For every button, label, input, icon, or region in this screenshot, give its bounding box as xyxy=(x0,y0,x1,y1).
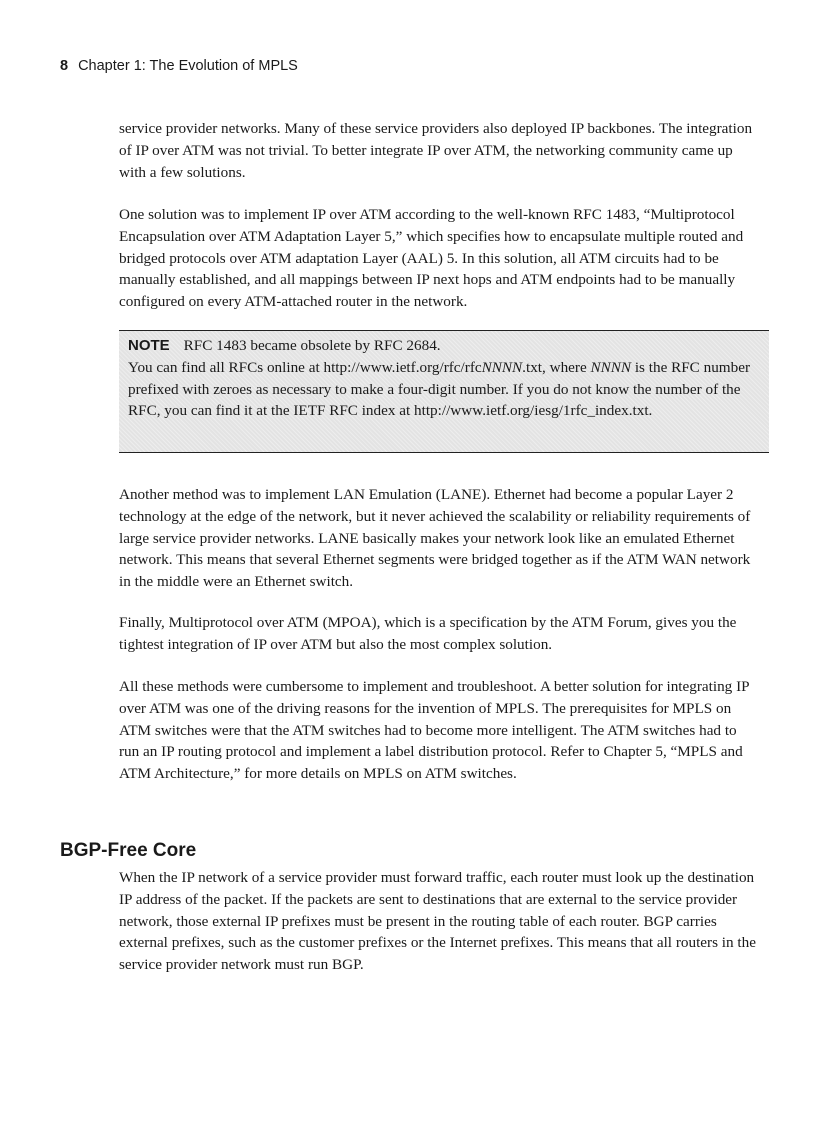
paragraph-intro: service provider networks. Many of these service providers also deployed IP backbones. The integration of IP over ATM was not trivial. To better integrate IP over ATM, the networking community came up with a few solutions. xyxy=(119,120,753,181)
paragraph-cumbersome: All these methods were cumbersome to implement and troubleshoot. A better solution for integrating IP over ATM was one of the driving reasons for the invention of MPLS. The prerequisites for MPLS on ATM switches were that the ATM switches had to become more intelligent. The ATM switches had to run an IP routing protocol and implement a label distribution protocol. Refer to Chapter 5, “MPLS and ATM Architecture,” for more details on MPLS on ATM switches. xyxy=(119,678,750,783)
note-body-italic: NNNN xyxy=(481,358,523,376)
paragraph-bgp-free-core: When the IP network of a service provider must forward traffic, each router must look up the destination IP address of the packet. If the packets are sent to destinations that are external to the service provider network, those external IP prefixes must be present in the routing table of each router. BGP carries external prefixes, such as the customer prefixes or the Internet prefixes. This means that all routers in the service provider network must run BGP. xyxy=(119,869,756,974)
page-number: 8 xyxy=(60,58,69,74)
chapter-title: Chapter 1: The Evolution of MPLS xyxy=(78,58,298,74)
note-body xyxy=(128,357,759,422)
running-header xyxy=(60,58,298,74)
note-body-text: is the RFC number prefixed with zeroes as necessary to make a four-digit number. If you do not know the number of the RFC, you can find it at the IETF RFC index at http://www.ietf.org/iesg/1rfc_index.txt. xyxy=(128,358,751,420)
note-body-text: .txt, where xyxy=(522,358,591,376)
note-body-italic: NNNN xyxy=(590,358,632,376)
paragraph-mpoa: Finally, Multiprotocol over ATM (MPOA), which is a specification by the ATM Forum, gives you the tightest integration of IP over ATM but also the most complex solution. xyxy=(119,614,737,653)
section-heading: BGP-Free Core xyxy=(60,840,197,861)
note-label: NOTE xyxy=(128,337,170,354)
paragraph-rfc1483: One solution was to implement IP over ATM according to the well-known RFC 1483, “Multiprotocol Encapsulation over ATM Adaptation Layer 5,” which specifies how to encapsulate multiple routed and bridged protocols over ATM adaptation Layer (AAL) 5. In this solution, all ATM circuits had to be manually established, and all mappings between IP next hops and ATM endpoints had to be manually configured on every ATM-attached router in the network. xyxy=(119,206,744,311)
note-headline: RFC 1483 became obsolete by RFC 2684. xyxy=(183,337,441,354)
note-first-line xyxy=(128,335,759,357)
paragraph-lane: Another method was to implement LAN Emulation (LANE). Ethernet had become a popular Layer 2 technology at the edge of the network, but it never achieved the scalability or reliability requirements of large service provider networks. LANE basically makes your network look like an emulated Ethernet network. This means that several Ethernet segments were bridged together as if the ATM WAN network in the middle were an Ethernet switch. xyxy=(119,486,751,591)
note-box xyxy=(119,330,769,453)
note-body-text: You can find all RFCs online at http://www.ietf.org/rfc/rfc xyxy=(128,358,482,376)
